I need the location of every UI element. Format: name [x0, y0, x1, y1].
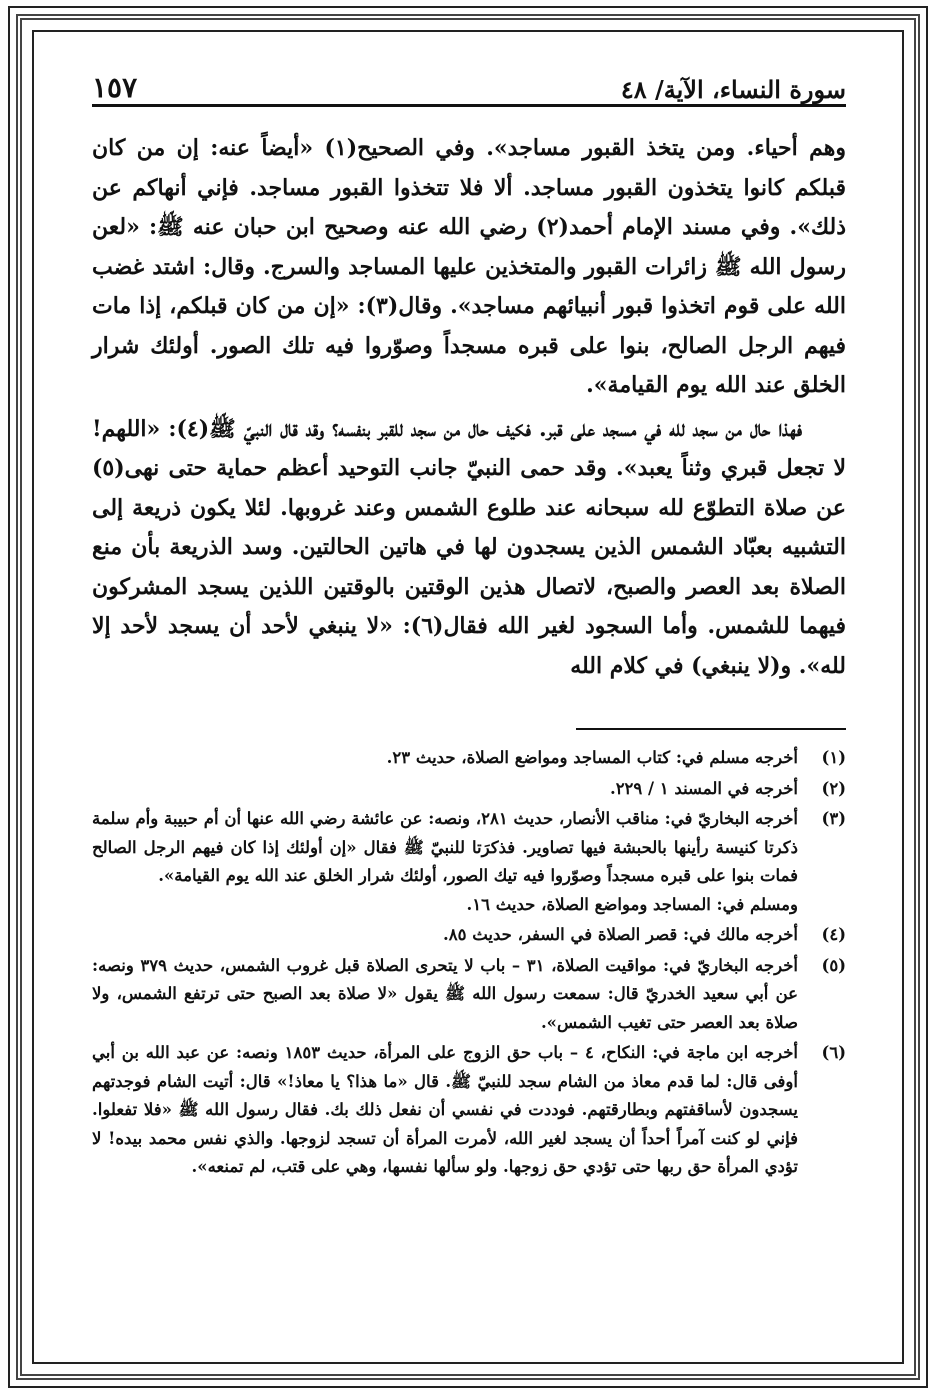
- footnote-separator: [576, 728, 846, 730]
- footnotes: [92, 744, 846, 1182]
- footnote-text: أخرجه في المسند ١ / ٢٢٩.: [609, 778, 798, 798]
- surah-title: سورة النساء، الآية/ ٤٨: [620, 75, 846, 104]
- footnote-item: [92, 775, 846, 804]
- footnote-text: أخرجه ابن ماجة في: النكاح، ٤ – باب حق الزوج على المرأة، حديث ١٨٥٣ ونصه: عن عبد الله بن أبي أوفى قال: لما قدم معاذ من الشام سجد للنبيّ ﷺ. قال «ما هذا؟ يا معاذ!» قال: أتيت الشام فوجدتهم يسجدون لأساقفتهم وبطارقتهم. فوددت في نفسي أن نفعل ذلك بك. فقال رسول الله ﷺ «فلا تفعلوا. فإني لو كنت آمراً أحداً أن يسجد لغير الله، لأمرت المرأة أن تسجد لزوجها. والذي نفس محمد بيده! لا تؤدي المرأة حق ربها حتى تؤدي حق زوجها. ولو سألها نفسها، وهي على قتب، لم تمنعه».: [92, 1043, 798, 1176]
- footnote-text: أخرجه مالك في: قصر الصلاة في السفر، حديث ٨٥.: [442, 925, 798, 944]
- footnote-number: (٢): [821, 778, 846, 798]
- footnote-text-main: أخرجه البخاريّ في: مناقب الأنصار، حديث ٢٨١، ونصه: عن عائشة رضي الله عنها أن أم حبيبة وأم سلمة ذكرتا كنيسة رأينها بالحبشة فيها تصاوير. فذكرَتا للنبيّ ﷺ فقال «إن أولئك إذا كان فيهم الرجل الصالح فمات بنوا على قبره مسجداً وصوّروا فيه تيك الصور، أولئك شرار الخلق عند الله يوم القيامة».: [92, 809, 798, 885]
- footnote-item: [92, 744, 846, 773]
- footnote-number: (٤): [821, 925, 846, 944]
- footnote-text: [92, 805, 798, 919]
- footnote-text: أخرجه مسلم في: كتاب المساجد ومواضع الصلاة، حديث ٢٣.: [386, 748, 798, 767]
- paragraph-2: فهذا حال من سجد لله في مسجد على قبر. فكيف حال من سجد للقبر بنفسه؟ وقد قال النبيّ ﷺ(٤): «اللهم! لا تجعل قبري وثناً يعبد». وقد حمى النبيّ جانب التوحيد أعظم حماية حتى نهى(٥) عن صلاة التطوّع لله سبحانه عند طلوع الشمس وعند غروبها. لئلا يكون ذريعة إلى التشبيه بعبّاد الشمس الذين يسجدون لها في هاتين الحالتين. وسد الذريعة بأن منع الصلاة بعد العصر والصبح، لاتصال هذين الوقتين بالوقتين اللذين يسجد المشركون فيهما للشمس. وأما السجود لغير الله فقال(٦): «لا ينبغي لأحد أن يسجد لأحد إلا لله». و(لا ينبغي) في كلام الله: [92, 415, 847, 679]
- footnote-number: (٦): [821, 1043, 846, 1062]
- footnote-text-extra: ومسلم في: المساجد ومواضع الصلاة، حديث ١٦.: [466, 894, 798, 914]
- footnote-item: [92, 805, 846, 919]
- paragraph-1: وهم أحياء. ومن يتخذ القبور مساجد». وفي الصحيح(١) «أيضاً عنه: إن من كان قبلكم كانوا يتخذون القبور مساجد. ألا فلا تتخذوا القبور مساجد. فإني أنهاكم عن ذلك». وفي مسند الإمام أحمد(٢) رضي الله عنه وصحيح ابن حبان عنه ﷺ: «لعن رسول الله ﷺ زائرات القبور والمتخذين عليها المساجد والسرج. وقال: اشتد غضب الله على قوم اتخذوا قبور أنبيائهم مساجد». وقال(٣): «إن من كان قبلكم، إذا مات فيهم الرجل الصالح، بنوا على قبره مسجداً وصوّروا فيه تلك الصور. أولئك شرار الخلق عند الله يوم القيامة».: [92, 135, 846, 398]
- footnote-number: (٥): [821, 955, 846, 975]
- footnote-item: [92, 921, 846, 950]
- page-header: [92, 60, 846, 107]
- footnote-item: [92, 952, 846, 1038]
- footnote-number: (٣): [821, 809, 846, 828]
- footnote-number: (١): [821, 748, 846, 767]
- footnote-text: أخرجه البخاريّ في: مواقيت الصلاة، ٣١ – باب لا يتحرى الصلاة قبل غروب الشمس، حديث ٣٧٩ ونصه: عن أبي سعيد الخدريّ قال: سمعت رسول الله ﷺ يقول «لا صلاة بعد الصبح حتى ترتفع الشمس، ولا صلاة بعد العصر حتى تغيب الشمس».: [92, 955, 798, 1032]
- page-number: ١٥٧: [92, 71, 138, 104]
- main-text: [92, 129, 846, 686]
- book-page: [92, 60, 846, 1184]
- footnote-item: [92, 1039, 846, 1182]
